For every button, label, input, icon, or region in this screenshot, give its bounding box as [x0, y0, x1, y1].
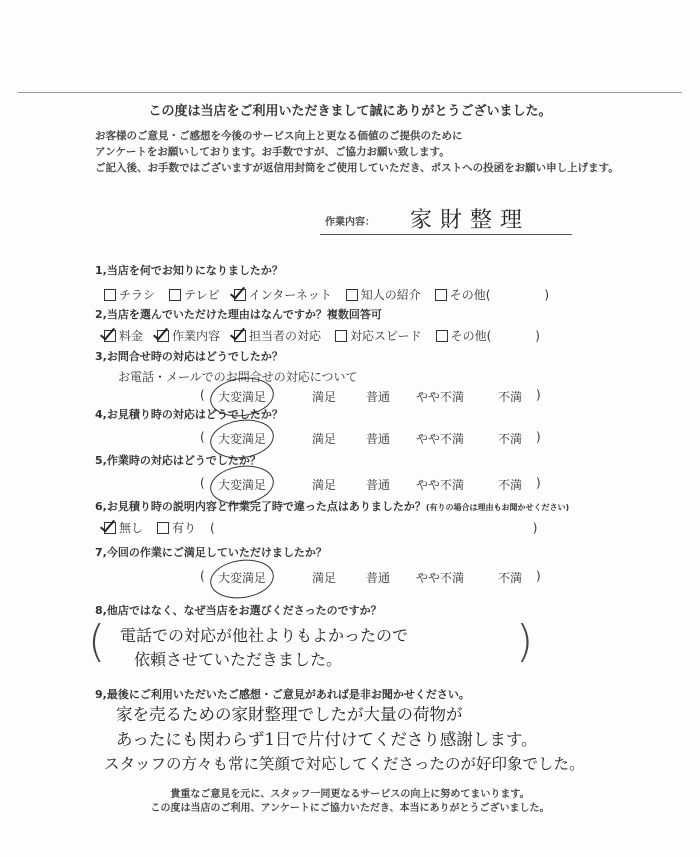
answer-line: 電話での対応が他社よりもよかったので [120, 626, 409, 645]
rating-somewhat-dissatisfied[interactable]: やや不満 [416, 478, 465, 492]
option-label: 担当者の対応 [249, 329, 322, 343]
checkbox[interactable] [346, 289, 358, 301]
option-label: その他( [449, 288, 491, 302]
q1-option-referral[interactable] [346, 286, 421, 303]
option-label: 対応スピード [350, 329, 422, 343]
rating-satisfied[interactable]: 満足 [312, 432, 337, 446]
q2-option-work[interactable] [157, 327, 220, 344]
question-3: 3,お問合せ時の対応はどうでしたか？ [95, 350, 283, 363]
rating-dissatisfied[interactable]: 不満 [498, 478, 523, 492]
q1-option-other[interactable] [435, 286, 491, 303]
checkbox[interactable] [157, 522, 169, 534]
work-content-label: 作業内容： [325, 217, 375, 228]
rating-satisfied[interactable]: 満足 [312, 478, 337, 492]
close-paren: ) [536, 388, 541, 402]
survey-footer [0, 788, 700, 816]
answer-close-bracket: ) [516, 616, 534, 667]
question-6 [95, 498, 569, 514]
question-5: 5,作業時の対応はどうでしたか？ [95, 454, 261, 467]
checkbox-checked[interactable] [104, 330, 116, 342]
q2-option-price[interactable] [104, 327, 143, 344]
q2-option-speed[interactable] [335, 327, 422, 344]
open-paren: ( [200, 388, 205, 402]
rating-very-satisfied[interactable]: 大変満足 [218, 432, 267, 446]
rating-neutral[interactable]: 普通 [366, 432, 391, 446]
question-2: 2,当店を選んでいただけた理由はなんですか？複数回答可 [95, 308, 382, 321]
footer-line: 貴重なご意見を元に、スタッフ一同更なるサービスの向上に努めてまいります。 [170, 789, 530, 800]
close-paren: ) [544, 287, 550, 302]
close-paren: ) [535, 328, 540, 343]
intro-line: ご記入後、お手数ではございますが返信用封筒をご使用していただき、ポストへの投函をお願い申し上げます。 [95, 162, 619, 174]
rating-somewhat-dissatisfied[interactable]: やや不満 [416, 432, 465, 446]
rating-dissatisfied[interactable]: 不満 [498, 390, 523, 404]
option-label: その他( [450, 329, 492, 343]
open-paren: ( [210, 520, 215, 535]
q1-option-internet[interactable] [234, 286, 332, 303]
close-paren: ) [532, 520, 538, 535]
q6-options [104, 519, 564, 536]
rating-very-satisfied[interactable]: 大変満足 [218, 478, 267, 492]
answer-open-bracket: ( [88, 616, 106, 667]
rating-very-satisfied[interactable]: 大変満足 [218, 571, 267, 585]
rating-satisfied[interactable]: 満足 [312, 390, 337, 404]
question-8: 8,他店ではなく、なぜ当店をお選びくださったのですか？ [95, 604, 382, 617]
question-6-text: 6,お見積り時の説明内容と作業完了時で違った点はありましたか？ [95, 500, 426, 513]
q9-answer [104, 702, 585, 777]
rating-somewhat-dissatisfied[interactable]: やや不満 [416, 571, 465, 585]
q2-option-other[interactable] [436, 327, 492, 344]
checkbox[interactable] [436, 330, 448, 342]
rating-circle-mark [208, 556, 277, 603]
rating-dissatisfied[interactable]: 不満 [498, 432, 523, 446]
checkbox-checked[interactable] [234, 289, 246, 301]
checkbox-checked[interactable] [104, 522, 116, 534]
question-4: 4,お見積り時の対応はどうでしたか？ [95, 408, 283, 421]
rating-neutral[interactable]: 普通 [366, 571, 391, 585]
open-paren: ( [200, 476, 205, 490]
work-content-underline [320, 234, 572, 235]
footer-line: この度は当店のご利用、アンケートにご協力いただき、本当にありがとうございました。 [150, 803, 550, 814]
option-label: 知人の紹介 [360, 288, 421, 302]
top-rule [18, 92, 682, 93]
option-label: 無し [119, 521, 144, 535]
q8-answer [120, 624, 408, 672]
option-label: チラシ [119, 288, 156, 302]
checkbox-checked[interactable] [234, 330, 246, 342]
rating-neutral[interactable]: 普通 [366, 478, 391, 492]
open-paren: ( [200, 430, 205, 444]
question-7: 7,今回の作業にご満足していただけましたか？ [95, 546, 327, 559]
close-paren: ) [536, 569, 541, 583]
rating-neutral[interactable]: 普通 [366, 390, 391, 404]
option-label: テレビ [184, 288, 220, 302]
checkbox[interactable] [435, 289, 447, 301]
intro-line: お客様のご意見・ご感想を今後のサービス向上と更なる価値のご提供のために [95, 130, 463, 142]
intro-line: アンケートをお願いしております。お手数ですが、ご協力お願い致します。 [95, 146, 450, 158]
survey-intro [95, 128, 619, 176]
q6-option-yes[interactable] [157, 519, 196, 536]
rating-satisfied[interactable]: 満足 [312, 571, 337, 585]
question-9: 9,最後にご利用いただいたご感想・ご意見があれば是非お聞かせください。 [95, 688, 470, 701]
rating-very-satisfied[interactable]: 大変満足 [218, 390, 267, 404]
rating-somewhat-dissatisfied[interactable]: やや不満 [416, 390, 465, 404]
q3-sub-label: お電話・メールでのお問合せの対応について [118, 370, 358, 384]
checkbox-checked[interactable] [157, 330, 169, 342]
checkbox[interactable] [104, 289, 116, 301]
answer-line: スタッフの方々も常に笑顔で対応してくださったのが好印象でした。 [104, 755, 585, 773]
open-paren: ( [200, 569, 205, 583]
option-label: 料金 [119, 329, 144, 343]
q1-option-tv[interactable] [169, 286, 220, 303]
close-paren: ) [536, 476, 541, 490]
checkbox[interactable] [335, 330, 347, 342]
question-1: 1,当店を何でお知りになりましたか？ [95, 264, 283, 277]
option-label: 有り [172, 521, 197, 535]
survey-title: この度は当店をご利用いただきまして誠にありがとうございました。 [148, 104, 552, 119]
q2-option-staff[interactable] [234, 327, 321, 344]
option-label: インターネット [248, 288, 332, 302]
close-paren: ) [536, 430, 541, 444]
question-6-note: (有りの場合は理由もお聞かせください) [425, 503, 570, 512]
q2-options [104, 327, 540, 344]
work-content-value: 家財整理 [410, 208, 531, 233]
q1-option-flyer[interactable] [104, 286, 155, 303]
option-label: 作業内容 [172, 329, 221, 343]
answer-line: あったにも関わらず1日で片付けてくださり感謝します。 [116, 730, 538, 749]
answer-line: 家を売るための家財整理でしたが大量の荷物が [116, 705, 463, 724]
q1-options [104, 286, 549, 303]
checkbox[interactable] [169, 289, 181, 301]
q6-option-none[interactable] [104, 519, 143, 536]
answer-line: 依頼させていただきました。 [134, 650, 343, 669]
rating-dissatisfied[interactable]: 不満 [498, 571, 523, 585]
